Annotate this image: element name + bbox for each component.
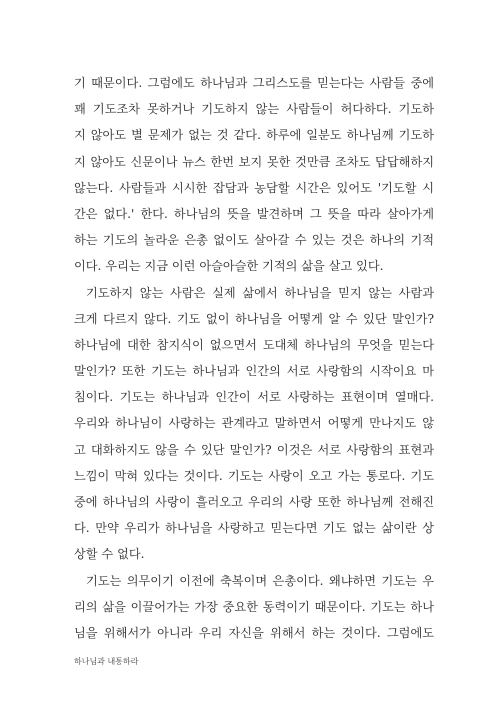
text-line: 고 대화하지도 않을 수 있단 말인가? 이것은 서로 사랑함의 표현과 [74, 442, 434, 457]
text-line: 지 않아도 신문이나 뉴스 한번 보지 못한 것만큼 조차도 답답해하지 [74, 154, 434, 169]
text-line: 다. 만약 우리가 하나님을 사랑하고 믿는다면 기도 없는 삶이란 상 [74, 521, 434, 536]
text-line: 침이다. 기도는 하나님과 인간이 서로 사랑하는 표현이며 열매다. [74, 390, 434, 405]
text-line: 하는 기도의 놀라운 은총 없이도 살아갈 수 있는 것은 하나의 기적 [74, 233, 434, 248]
text-line: 님을 위해서가 아니라 우리 자신을 위해서 하는 것이다. 그럼에도 [74, 625, 434, 640]
running-title-footer: 하나님과 내통하라 [74, 657, 139, 666]
text-line: 않는다. 사람들과 시시한 잡담과 농담할 시간은 있어도 '기도할 시 [74, 180, 434, 195]
text-line: 기도는 의무이기 이전에 축복이며 은총이다. 왜냐하면 기도는 우 [86, 573, 434, 588]
text-line: 우리와 하나님이 사랑하는 관계라고 말하면서 어떻게 만나지도 않 [74, 416, 434, 431]
text-line: 느낌이 막혀 있다는 것이다. 기도는 사랑이 오고 가는 통로다. 기도 [74, 468, 434, 483]
text-line: 크게 다르지 않다. 기도 없이 하나님을 어떻게 알 수 있단 말인가? [74, 311, 434, 326]
text-line: 꽤 기도조차 못하거나 기도하지 않는 사람들이 허다하다. 기도하 [74, 102, 434, 117]
text-line: 지 않아도 별 문제가 없는 것 같다. 하루에 일분도 하나님께 기도하 [74, 128, 434, 143]
text-line: 리의 삶을 이끌어가는 가장 중요한 동력이기 때문이다. 기도는 하나 [74, 599, 434, 614]
text-line: 하나님에 대한 참지식이 없으면서 도대체 하나님의 무엇을 믿는다 [74, 337, 434, 352]
text-line: 중에 하나님의 사랑이 흘러오고 우리의 사랑 또한 하나님께 전해진 [74, 495, 434, 509]
text-line: 간은 없다.' 한다. 하나님의 뜻을 발견하며 그 뜻을 따라 살아가게 [74, 206, 434, 221]
paragraph-2 [74, 280, 434, 568]
paragraph-3 [74, 568, 434, 647]
text-line: 이다. 우리는 지금 이런 아슬아슬한 기적의 삶을 살고 있다. [74, 259, 384, 274]
text-line: 기 때문이다. 그럼에도 하나님과 그리스도를 믿는다는 사람들 중에 [74, 76, 434, 90]
text-line: 상할 수 없다. [74, 547, 145, 562]
text-line: 기도하지 않는 사람은 실제 삶에서 하나님을 믿지 않는 사람과 [86, 285, 434, 300]
paragraph-1 [74, 70, 434, 280]
text-line: 말인가? 또한 기도는 하나님과 인간의 서로 사랑함의 시작이요 마 [74, 364, 434, 379]
body-text [74, 70, 434, 646]
